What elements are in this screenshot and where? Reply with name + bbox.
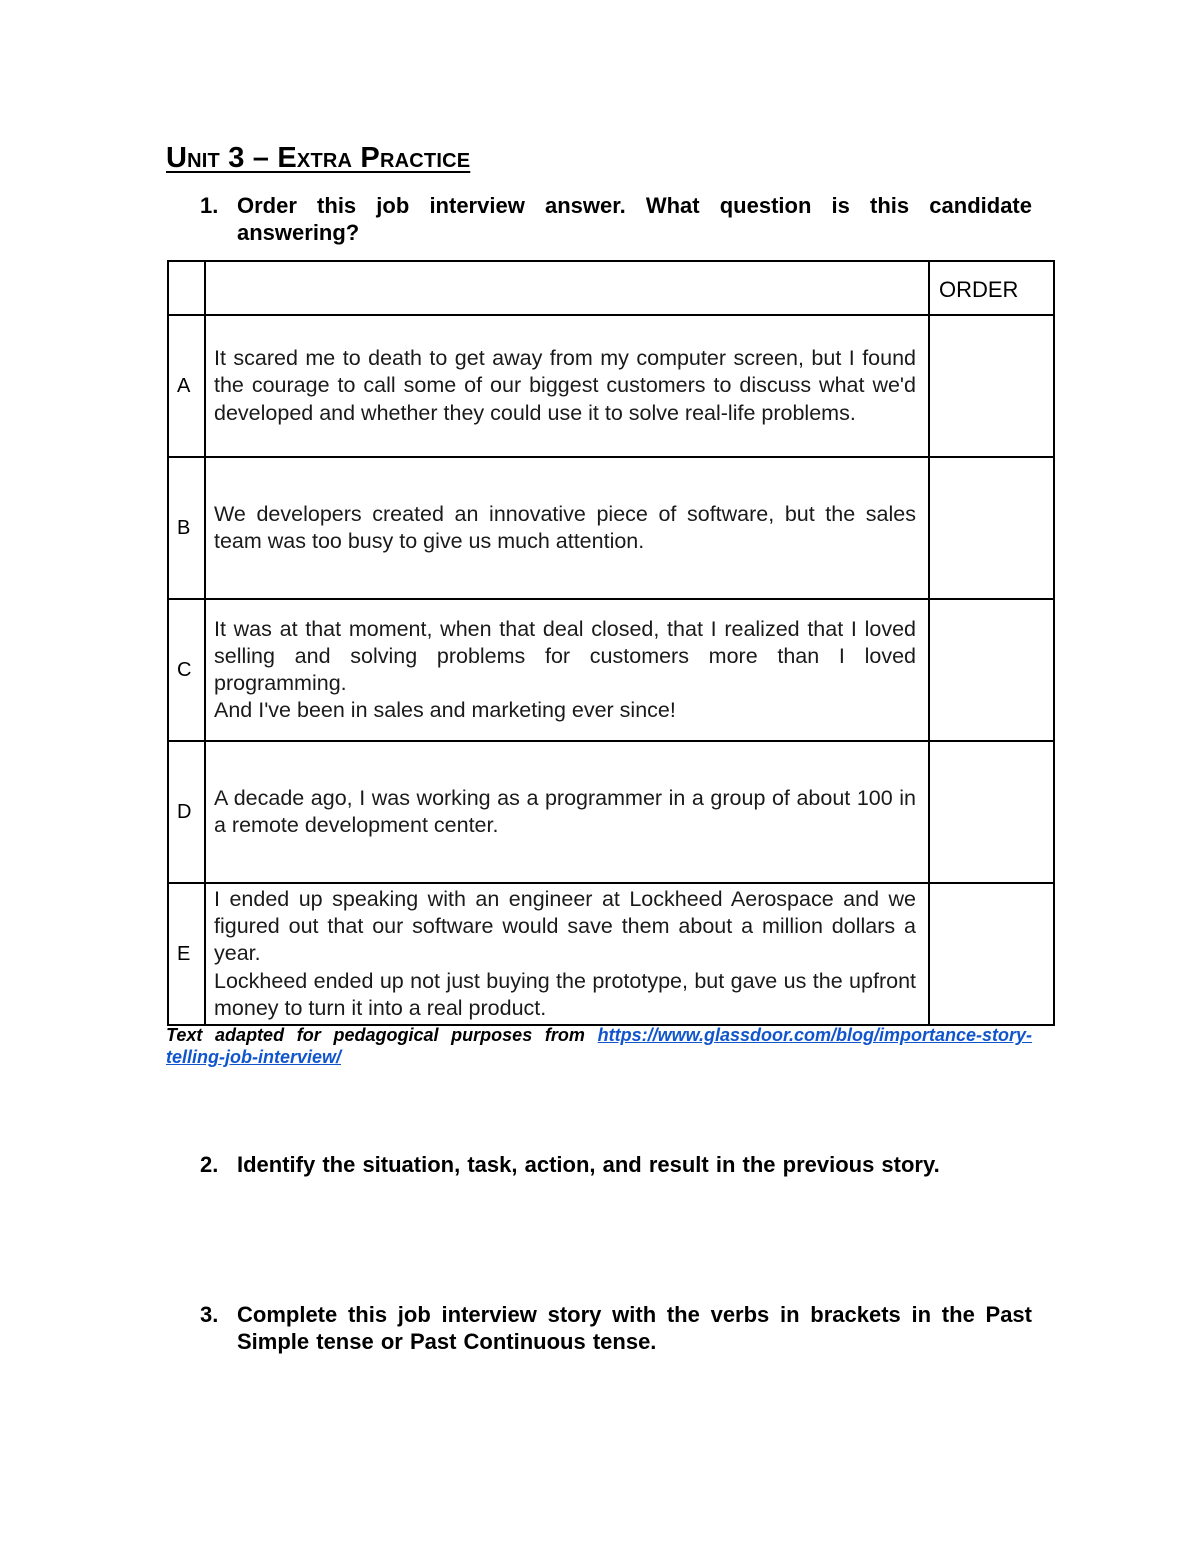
table-row <box>168 457 1054 599</box>
source-note <box>166 1024 1032 1068</box>
sentence-cell <box>205 883 929 1025</box>
row-letter: B <box>168 457 205 599</box>
question-3 <box>200 1301 1032 1355</box>
sentence-cell <box>205 315 929 457</box>
header-letter-cell <box>168 261 205 315</box>
table-header-row <box>168 261 1054 315</box>
row-letter: A <box>168 315 205 457</box>
sentence-line: And I've been in sales and marketing ever since! <box>214 698 676 723</box>
order-answer-cell[interactable] <box>929 315 1054 457</box>
question-2 <box>200 1151 1032 1178</box>
question-1 <box>200 192 1032 246</box>
row-letter: E <box>168 883 205 1025</box>
table-row <box>168 883 1054 1025</box>
question-text: Identify the situation, task, action, and result in the previous story. <box>237 1152 940 1177</box>
sentence-line: It scared me to death to get away from my computer screen, but I found the courage to call some of our biggest customers to discuss what we'd developed and whether they could use it to solve real-life problems. <box>214 346 916 425</box>
sentence-line: A decade ago, I was working as a programmer in a group of about 100 in a remote development center. <box>214 785 916 837</box>
source-link[interactable]: https://www.glassdoor.com/blog/importance-story-telling-job-interview/ <box>166 1025 1032 1067</box>
table-row <box>168 599 1054 741</box>
row-letter: C <box>168 599 205 741</box>
question-number: 3. <box>200 1302 219 1327</box>
sentence-cell <box>205 741 929 883</box>
page-title: Unit 3 – Extra Practice <box>166 142 471 174</box>
sentence-line: I ended up speaking with an engineer at Lockheed Aerospace and we figured out that our software would save them about a million dollars a year. <box>214 887 916 966</box>
question-number: 1. <box>200 193 219 218</box>
sentence-cell <box>205 599 929 741</box>
order-column-header: ORDER <box>929 261 1054 315</box>
question-number: 2. <box>200 1152 219 1177</box>
source-prefix: Text adapted for pedagogical purposes from <box>166 1025 598 1045</box>
order-answer-cell[interactable] <box>929 883 1054 1025</box>
sentence-line: We developers created an innovative piece of software, but the sales team was too busy to give us much attention. <box>214 501 916 553</box>
sentence-line: It was at that moment, when that deal closed, that I realized that I loved selling and solving problems for customers more than I loved programming. <box>214 616 916 695</box>
question-text: Complete this job interview story with the verbs in brackets in the Past Simple tense or Past Continuous tense. <box>237 1302 1032 1354</box>
sentence-cell <box>205 457 929 599</box>
order-answer-cell[interactable] <box>929 599 1054 741</box>
question-text: Order this job interview answer. What question is this candidate answering? <box>237 193 1032 245</box>
table-row <box>168 741 1054 883</box>
order-answer-cell[interactable] <box>929 741 1054 883</box>
table-row <box>168 315 1054 457</box>
row-letter: D <box>168 741 205 883</box>
order-answer-cell[interactable] <box>929 457 1054 599</box>
header-text-cell <box>205 261 929 315</box>
sentence-line: Lockheed ended up not just buying the prototype, but gave us the upfront money to turn it into a real product. <box>214 968 916 1020</box>
ordering-table <box>167 260 1055 1026</box>
